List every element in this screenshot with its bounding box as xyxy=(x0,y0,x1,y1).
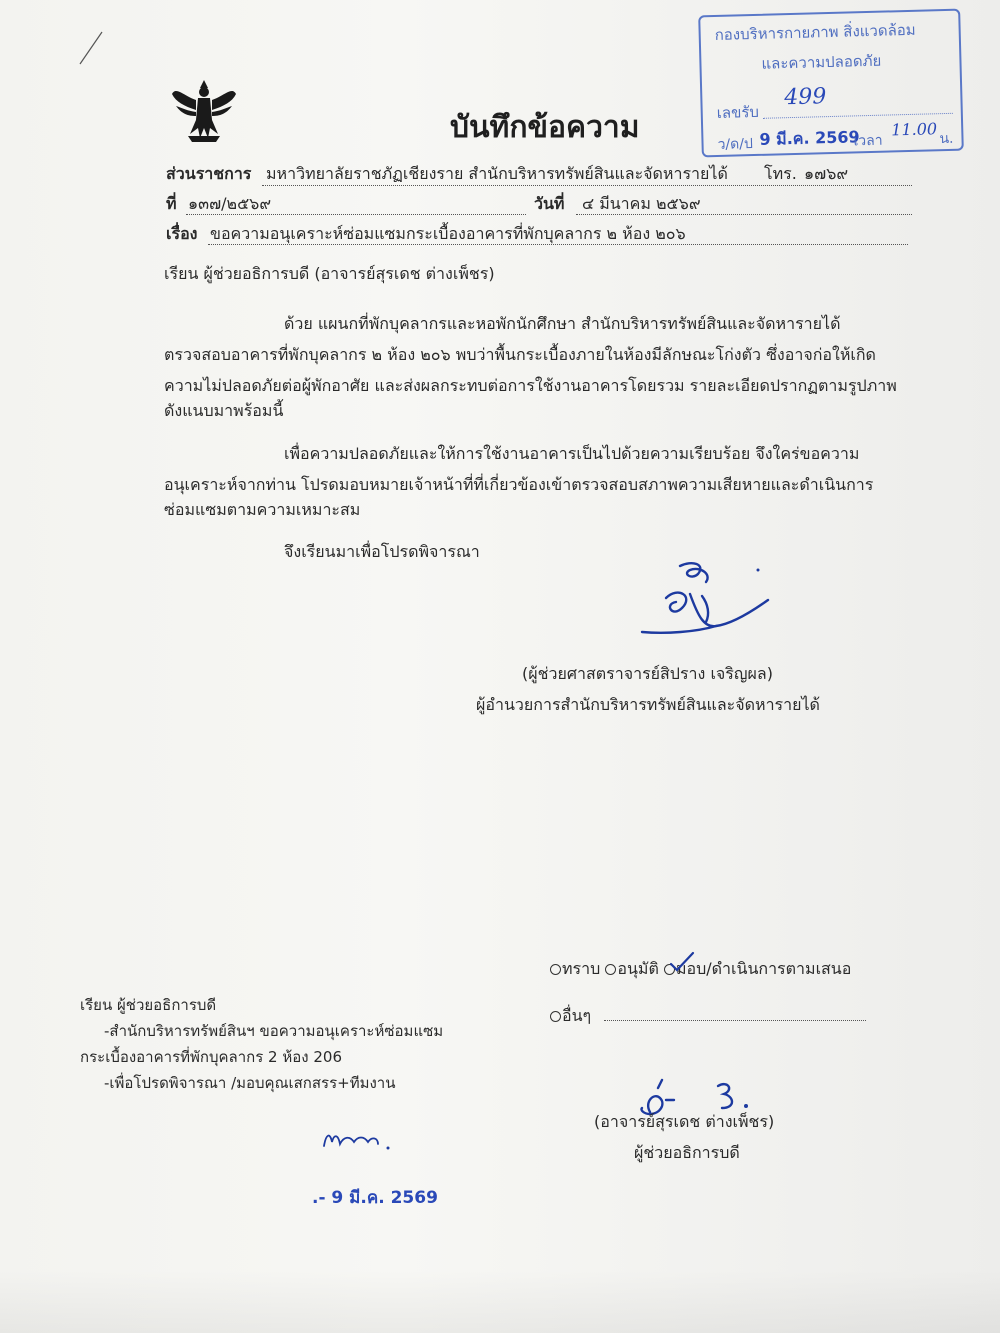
para1-line3: ความไม่ปลอดภัยต่อผู้พักอาศัย และส่งผลกระทบต่อการใช้งานอาคารโดยรวม รายละเอียดปรากฏตามรูปภาพ xyxy=(164,376,897,395)
para2-line3: ซ่อมแซมตามความเหมาะสม xyxy=(164,500,361,519)
stamp-time-value: 11.00 xyxy=(891,119,938,140)
endorse-line3: กระเบื้องอาคารที่พักบุคลากร 2 ห้อง 206 xyxy=(80,1048,342,1066)
radio-know-icon xyxy=(550,964,561,975)
date-value: ๔ มีนาคม ๒๕๖๙ xyxy=(582,194,701,213)
subject-value: ขอความอนุเคราะห์ซ่อมแซมกระเบื้องอาคารที่พักบุคลากร ๒ ห้อง ๒๐๖ xyxy=(210,224,686,243)
radio-other-icon xyxy=(550,1011,561,1022)
phone-value: ๑๗๖๙ xyxy=(804,164,849,183)
garuda-emblem-icon xyxy=(170,76,238,148)
approver-title: ผู้ช่วยอธิการบดี xyxy=(634,1143,740,1162)
receipt-stamp xyxy=(698,9,964,158)
stamp-date-value: 9 มี.ค. 2569 xyxy=(759,127,860,149)
opt-assign-label: มอบ/ดำเนินการตามเสนอ xyxy=(675,959,852,978)
endorse-line4: -เพื่อโปรดพิจารณา /มอบคุณเสกสรร+ทีมงาน xyxy=(104,1074,396,1092)
radio-approve-icon xyxy=(605,964,616,975)
signer-name: (ผู้ช่วยศาสตราจารย์สิปราง เจริญผล) xyxy=(522,664,773,683)
agency-value: มหาวิทยาลัยราชภัฏเชียงราย สำนักบริหารทรัพย์สินและจัดหารายได้ xyxy=(266,164,728,183)
stamp-recv-label: เลขรับ xyxy=(716,102,760,122)
initials-signature xyxy=(320,1124,400,1152)
opt-other-label: อื่นๆ xyxy=(562,1006,592,1025)
agency-label: ส่วนราชการ xyxy=(166,164,252,183)
closing-line: จึงเรียนมาเพื่อโปรดพิจารณา xyxy=(284,542,480,561)
para1-line4: ดังแนบมาพร้อมนี้ xyxy=(164,401,284,420)
stamp-recv-value: 499 xyxy=(784,84,827,111)
para1-line2: ตรวจสอบอาคารที่พักบุคลากร ๒ ห้อง ๒๐๖ พบว่าพื้นกระเบื้องภายในห้องมีลักษณะโก่งตัว ซึ่งอาจก่อให้เกิด xyxy=(164,345,876,364)
approver-name: (อาจารย์สุรเดช ต่างเพ็ชร) xyxy=(594,1112,775,1131)
stamp-line1: กองบริหารกายภาพ สิ่งแวดล้อม xyxy=(714,20,916,45)
phone-label: โทร. xyxy=(764,164,797,183)
para1-line1: ด้วย แผนกที่พักบุคลากรและหอพักนักศึกษา สำนักบริหารทรัพย์สินและจัดหารายได้ xyxy=(284,314,841,333)
ref-label: ที่ xyxy=(166,194,177,213)
decision-options xyxy=(550,957,851,982)
date-label: วันที่ xyxy=(534,194,565,213)
endorse-line1: เรียน ผู้ช่วยอธิการบดี xyxy=(80,996,217,1014)
director-signature xyxy=(636,556,776,640)
opt-know-label: ทราบ xyxy=(562,959,601,978)
stamp-time-label: เวลา xyxy=(853,132,883,150)
endorse-line2: -สำนักบริหารทรัพย์สินฯ ขอความอนุเคราะห์ซ่อมแซม xyxy=(104,1022,444,1040)
decision-other xyxy=(550,1004,591,1029)
signer-title: ผู้อำนวยการสำนักบริหารทรัพย์สินและจัดหารายได้ xyxy=(476,695,820,714)
para2-line2: อนุเคราะห์จากท่าน โปรดมอบหมายเจ้าหน้าที่ที่เกี่ยวข้องเข้าตรวจสอบสภาพความเสียหายและดำเนินการ xyxy=(164,475,874,494)
margin-mark xyxy=(76,28,106,68)
stamp-time-unit: น. xyxy=(939,130,954,148)
subject-label: เรื่อง xyxy=(166,224,198,243)
memo-title: บันทึกข้อความ xyxy=(450,110,640,145)
check-mark-icon xyxy=(668,950,696,974)
stamp-date-label: ว/ด/ป xyxy=(717,136,754,153)
para2-line1: เพื่อความปลอดภัยและให้การใช้งานอาคารเป็นไปด้วยความเรียบร้อย จึงใคร่ขอความ xyxy=(284,444,860,463)
ref-value: ๑๓๗/๒๕๖๙ xyxy=(188,194,272,213)
stamp-line2: และความปลอดภัย xyxy=(761,51,882,73)
to-line: เรียน ผู้ช่วยอธิการบดี (อาจารย์สุรเดช ต่างเพ็ชร) xyxy=(164,264,495,283)
endorse-date: .- 9 มี.ค. 2569 xyxy=(312,1188,438,1208)
opt-approve-label: อนุมัติ xyxy=(617,959,659,978)
